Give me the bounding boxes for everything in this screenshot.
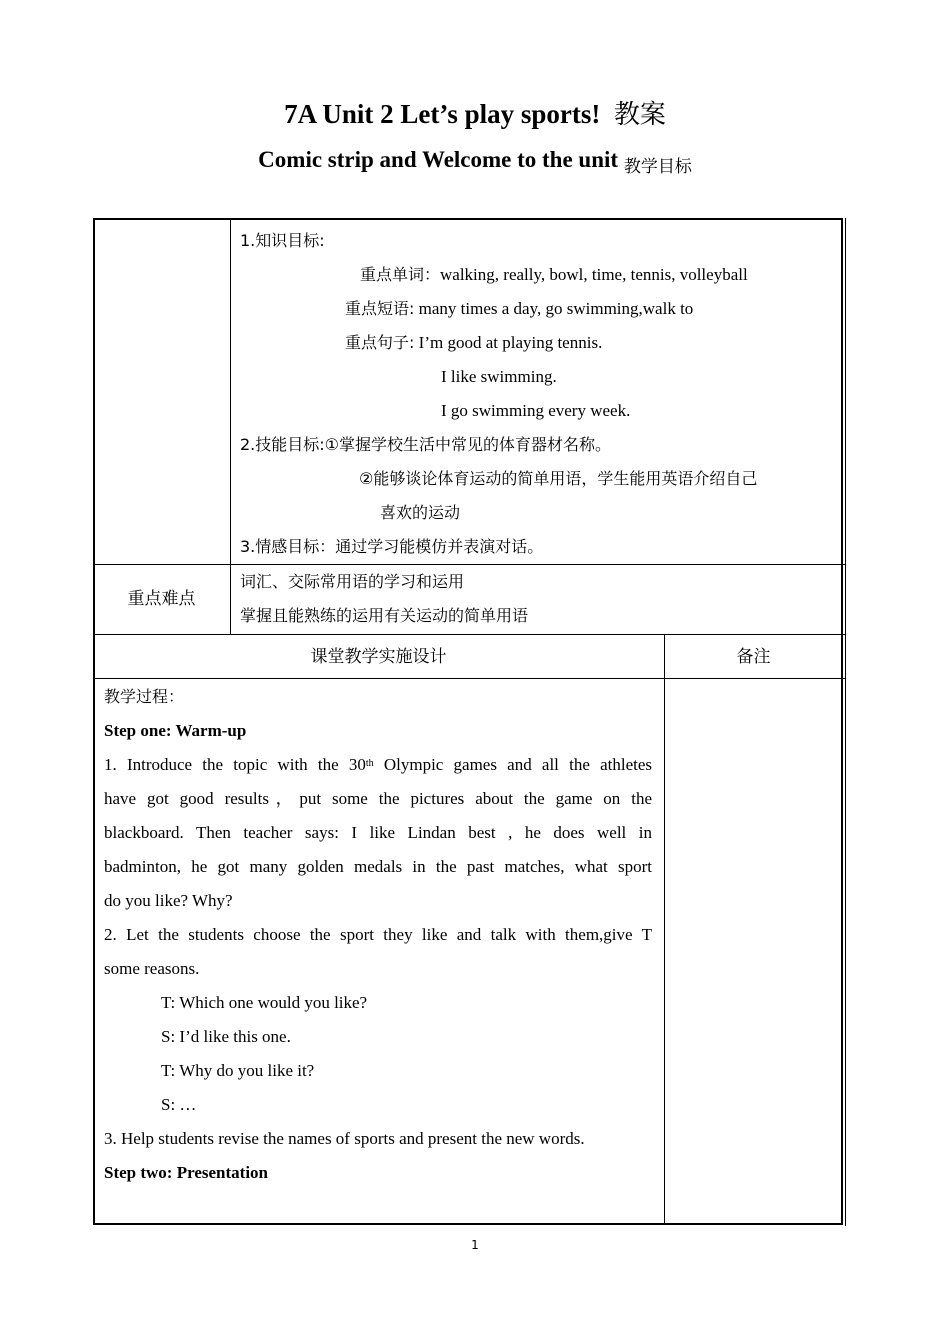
key-sentence: I like swimming. [441,367,557,386]
row-divider [93,678,845,679]
step-one-heading: Step one: Warm-up [104,721,247,740]
key-points-label: 重点难点 [127,589,196,609]
skill-item: ②能够谈论体育运动的简单用语，学生能用英语介绍自己 [359,469,758,488]
page-number: 1 [471,1238,479,1252]
paragraph-line: some reasons. [104,959,200,978]
title-chinese: 教案 [613,100,666,130]
paragraph-line: 1. Introduce the topic with the 30th Olympic games and all the athletes [104,755,653,774]
emotion-objective: 3.情感目标：通过学习能模仿并表演对话。 [240,537,544,556]
dialogue-line: S: … [161,1095,197,1114]
title-english: 7A Unit 2 Let’s play sports! [284,99,601,129]
key-words: walking, really, bowl, time, tennis, volleyball [440,265,748,284]
dialogue-line: S: I’d like this one. [161,1027,291,1046]
key-words-line [360,258,748,292]
paragraph-line: have got good results，put some the pictures about the game on the [104,789,652,809]
subtitle-english: Comic strip and Welcome to the unit [258,147,619,172]
dialogue-line: T: Why do you like it? [161,1061,315,1080]
row-divider [93,634,845,635]
key-point-item: 词汇、交际常用语的学习和运用 [240,572,465,591]
design-header: 课堂教学实施设计 [310,647,447,667]
knowledge-objective-heading: 1.知识目标: [240,231,325,250]
key-sentences-label: 重点句子: [345,333,415,352]
key-sentence: I go swimming every week. [441,401,631,420]
notes-header: 备注 [736,647,771,667]
paragraph-line: do you like? Why? [104,891,233,910]
skill-objective-line [240,428,611,462]
skill-objective-heading: 2.技能目标: [240,435,325,454]
step-two-heading: Step two: Presentation [104,1163,268,1182]
column-divider [664,634,665,1225]
paragraph-line: 3. Help students revise the names of sports and present the new words. [104,1129,585,1148]
process-heading: 教学过程： [104,687,185,706]
table-right-double-border [845,218,846,1226]
document-subtitle [0,143,950,179]
row-divider [93,564,845,565]
key-words-label: 重点单词： [360,265,441,284]
subtitle-chinese: 教学目标 [623,157,692,177]
paragraph-line: 2. Let the students choose the sport they like and talk with them,give T [104,925,652,944]
key-phrases-line [345,292,693,326]
dialogue-line: T: Which one would you like? [161,993,368,1012]
key-point-item: 掌握且能熟练的运用有关运动的简单用语 [240,606,529,625]
paragraph-line: blackboard. Then teacher says: I like Lindan best , he does well in [104,823,652,842]
key-phrases-label: 重点短语: [345,299,415,318]
skill-item: 喜欢的运动 [380,503,461,522]
skill-item: ①掌握学校生活中常见的体育器材名称。 [324,435,612,454]
column-divider [230,218,231,634]
paragraph-line: badminton, he got many golden medals in the past matches, what sport [104,857,652,876]
key-sentence: I’m good at playing tennis. [414,333,603,352]
key-phrases: many times a day, go swimming,walk to [414,299,694,318]
document-title [0,94,950,135]
key-sentences-line [345,326,602,360]
